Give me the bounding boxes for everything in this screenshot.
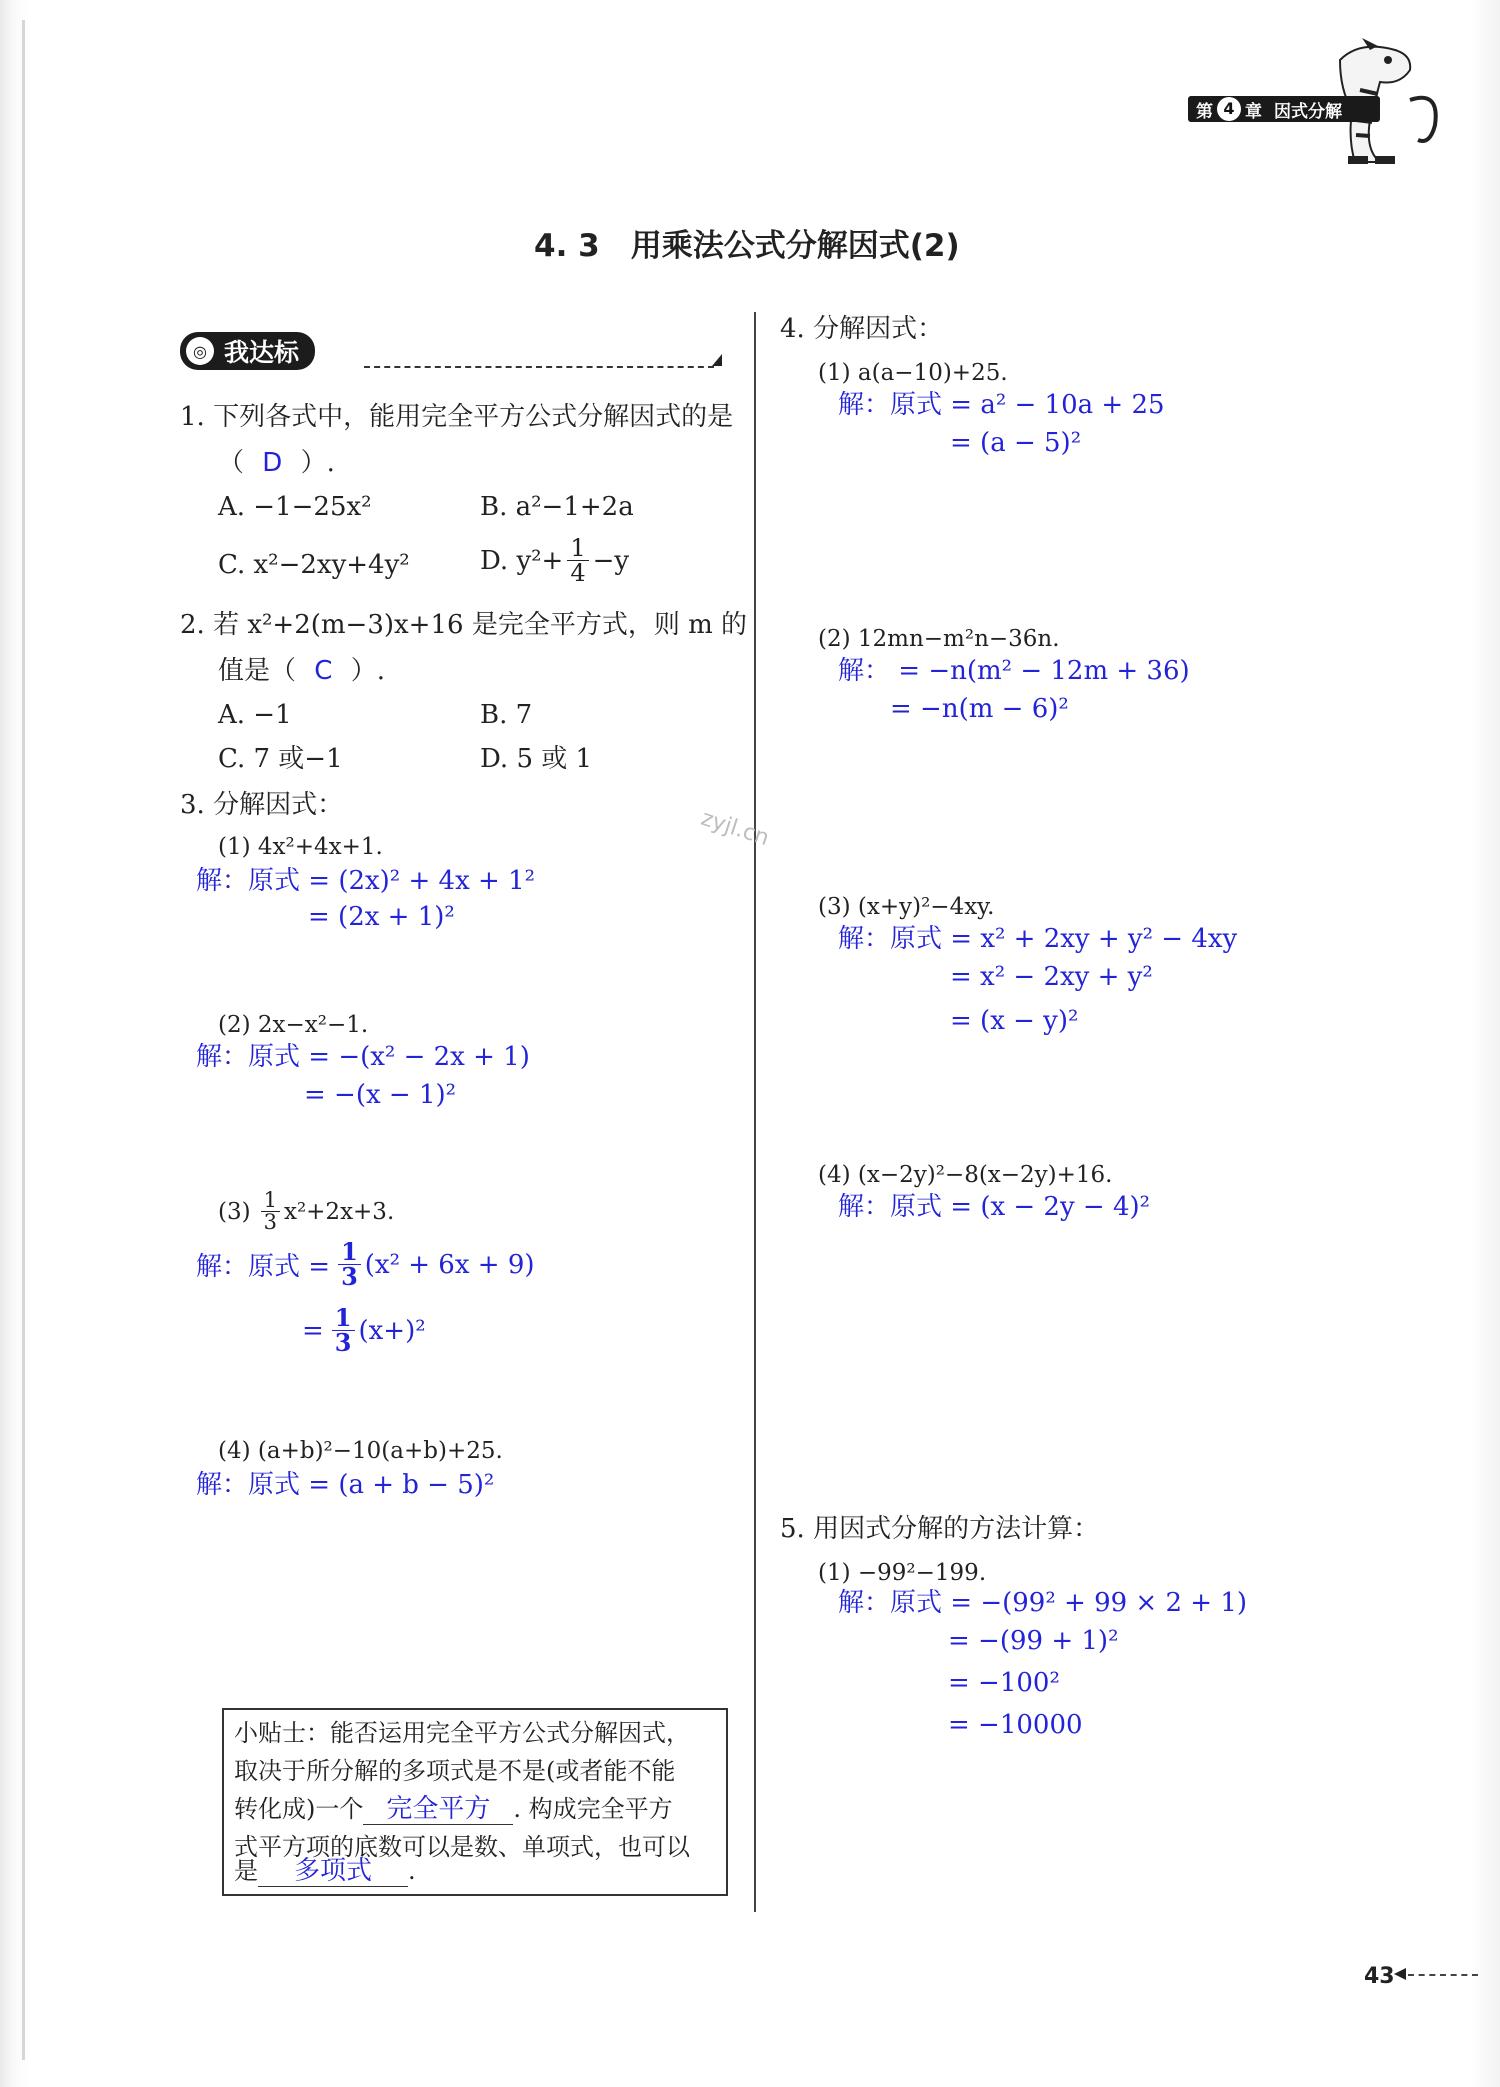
q3-part1-step1: 解：原式 = (2x)² + 4x + 1²: [196, 866, 536, 896]
q3-part3-expr: x²+2x+3.: [283, 1198, 395, 1225]
q1-option-d-fraction: [567, 536, 588, 585]
q1-open: （: [218, 448, 245, 478]
frac-numerator: 1: [261, 1190, 280, 1212]
section-badge-label: 我达标: [224, 338, 300, 367]
page-arrow-icon: [1394, 1968, 1406, 1980]
chapter-prefix: 第: [1196, 101, 1213, 122]
tip-line-4: 式平方项的底数可以是数、单项式，也可以: [234, 1833, 690, 1861]
q1-option-d: [480, 536, 629, 585]
q5-part1-step3: = −100²: [948, 1668, 1060, 1698]
tip-line-3-prefix: 转化成)一个: [234, 1795, 364, 1823]
q3-part3-step2-fraction: [332, 1303, 355, 1357]
q3-part3-step2: [302, 1303, 426, 1357]
q5-part1-step1: 解：原式 = −(99² + 99 × 2 + 1): [838, 1588, 1248, 1618]
q2-option-c: C. 7 或−1: [218, 744, 343, 774]
q3-part3-fraction: [261, 1190, 280, 1233]
q2-option-a: A. −1: [218, 700, 292, 730]
q1-answer: D: [262, 448, 283, 478]
q4-part4-question: (4) (x−2y)²−8(x−2y)+16.: [818, 1162, 1113, 1188]
frac-denominator: 3: [341, 1262, 358, 1291]
q3-part4-question: (4) (a+b)²−10(a+b)+25.: [218, 1438, 503, 1464]
q3-part3-step2-prefix: =: [302, 1315, 324, 1346]
q5-part1-step2: = −(99 + 1)²: [948, 1626, 1119, 1656]
q3-part3-step1: [196, 1237, 535, 1291]
chapter-suffix: 章: [1245, 101, 1262, 122]
page-spine-shadow: [22, 20, 25, 2060]
q4-part3-step1: 解：原式 = x² + 2xy + y² − 4xy: [838, 924, 1238, 954]
q3-stem: 3. 分解因式：: [180, 790, 344, 820]
q1-option-c: C. x²−2xy+4y²: [218, 550, 410, 580]
q4-part2-step2: = −n(m − 6)²: [890, 694, 1069, 724]
q4-part3-step3: = (x − y)²: [950, 1006, 1079, 1036]
tip-box: [222, 1708, 728, 1896]
tip-line-5-prefix: 是: [234, 1857, 258, 1885]
q4-part3-question: (3) (x+y)²−4xy.: [818, 894, 995, 920]
q1-answer-line: [218, 446, 335, 480]
q3-part2-question: (2) 2x−x²−1.: [218, 1012, 369, 1038]
watermark: zyjl.cn: [697, 805, 772, 852]
q3-part3-step1-fraction: [338, 1237, 361, 1291]
tip-line-2: 取决于所分解的多项式是不是(或者能不能: [234, 1757, 676, 1785]
frac-numerator: 1: [338, 1240, 361, 1265]
frac-denominator: 4: [570, 559, 586, 587]
section-badge: [180, 332, 315, 370]
q4-part1-step1: 解：原式 = a² − 10a + 25: [838, 390, 1165, 420]
chapter-title: 因式分解: [1274, 101, 1342, 122]
tip-line-5: [234, 1852, 416, 1891]
q3-part1-question: (1) 4x²+4x+1.: [218, 834, 383, 860]
q5-part1-question: (1) −99²−199.: [818, 1560, 987, 1586]
column-divider: [754, 312, 756, 1912]
q5-part1-step4: = −10000: [948, 1710, 1083, 1740]
q2-open: 值是（: [218, 656, 297, 686]
section-dash-line: [364, 366, 714, 368]
tip-line-3-suffix: . 构成完全平方: [513, 1795, 673, 1823]
chapter-number: 4: [1217, 97, 1241, 121]
tip-blank-2: 多项式: [258, 1856, 408, 1887]
q2-answer-line: [218, 654, 385, 688]
q1-close: ）.: [300, 448, 335, 478]
page-number-dash: [1408, 1974, 1478, 1976]
tip-line-5-suffix: .: [408, 1857, 416, 1885]
target-icon: ◎: [186, 337, 214, 365]
tip-line-1: 小贴士：能否运用完全平方公式分解因式，: [234, 1719, 690, 1747]
q4-part1-step2: = (a − 5)²: [950, 428, 1082, 458]
q2-option-b: B. 7: [480, 700, 533, 730]
frac-numerator: 1: [332, 1306, 355, 1331]
q3-part2-step2: = −(x − 1)²: [304, 1080, 457, 1110]
q3-part1-step2: = (2x + 1)²: [308, 902, 455, 932]
q2-stem: 2. 若 x²+2(m−3)x+16 是完全平方式，则 m 的: [180, 610, 747, 640]
q3-part3-label: (3): [218, 1198, 251, 1225]
q3-part3-step1-prefix: 解：原式 =: [196, 1252, 331, 1282]
q3-part4-step1: 解：原式 = (a + b − 5)²: [196, 1470, 495, 1500]
tip-line-3: [234, 1790, 673, 1829]
q1-stem: 1. 下列各式中，能用完全平方公式分解因式的是: [180, 402, 734, 432]
q1-option-a: A. −1−25x²: [218, 492, 372, 522]
q3-part3-step2-suffix: (x+)²: [358, 1315, 426, 1346]
q2-close: ）.: [350, 656, 385, 686]
q3-part3-question: [218, 1190, 394, 1233]
page-title: 4. 3 用乘法公式分解因式(2): [534, 228, 960, 264]
dash-end-triangle-icon: [712, 354, 722, 366]
q3-part3-step1-suffix: (x² + 6x + 9): [364, 1249, 535, 1280]
frac-numerator: 1: [567, 536, 588, 561]
q2-option-d: D. 5 或 1: [480, 744, 593, 774]
q5-stem: 5. 用因式分解的方法计算：: [780, 1514, 1100, 1544]
q1-option-b: B. a²−1+2a: [480, 492, 634, 522]
q1-option-d-prefix: D. y²+: [480, 545, 564, 576]
q4-part2-question: (2) 12mn−m²n−36n.: [818, 626, 1060, 652]
q2-answer: C: [314, 656, 333, 686]
tip-blank-1: 完全平方: [363, 1794, 513, 1825]
page-number: 43: [1364, 1964, 1395, 1989]
q1-option-d-suffix: −y: [592, 545, 630, 576]
frac-denominator: 3: [334, 1328, 352, 1357]
q4-part1-question: (1) a(a−10)+25.: [818, 360, 1008, 386]
q3-part2-step1: 解：原式 = −(x² − 2x + 1): [196, 1042, 530, 1072]
q4-part2-step1: 解： = −n(m² − 12m + 36): [838, 656, 1190, 686]
q4-part4-step1: 解：原式 = (x − 2y − 4)²: [838, 1192, 1151, 1222]
q4-stem: 4. 分解因式：: [780, 314, 944, 344]
q4-part3-step2: = x² − 2xy + y²: [950, 962, 1153, 992]
frac-denominator: 3: [263, 1210, 277, 1234]
chapter-header: [1188, 96, 1380, 122]
